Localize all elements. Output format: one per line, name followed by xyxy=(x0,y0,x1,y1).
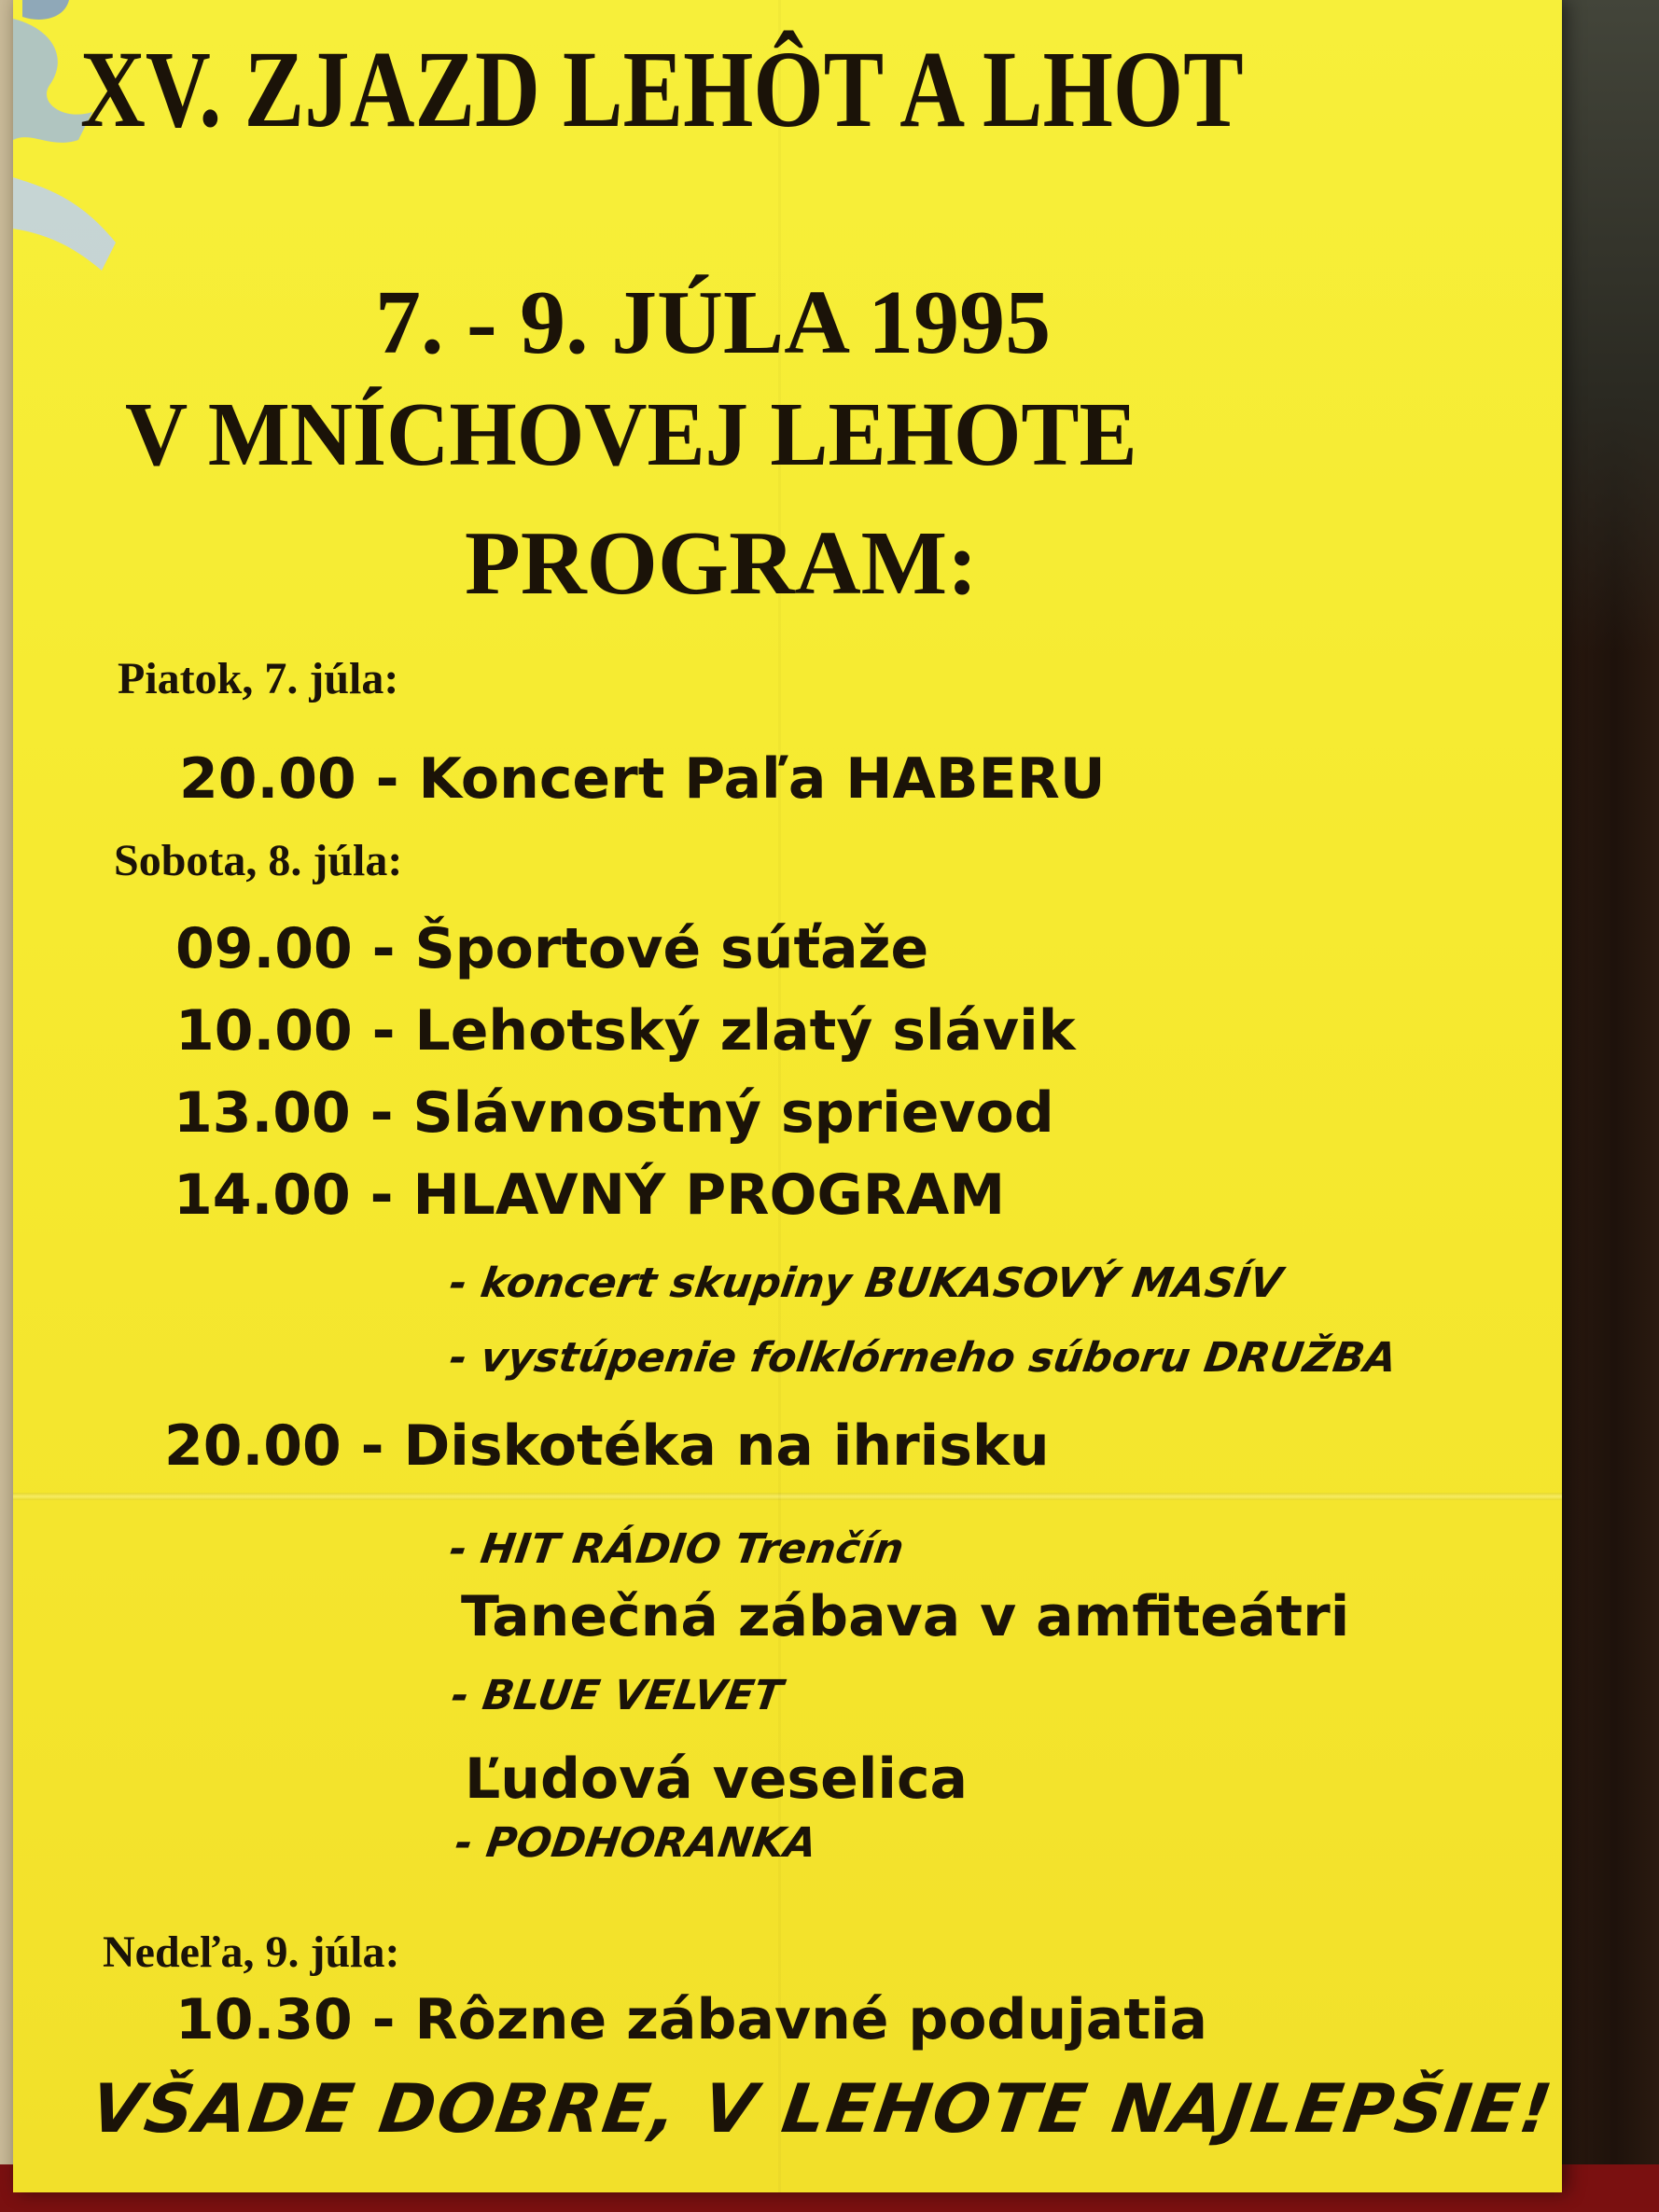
poster-title: XV. ZJAZD LEHÔT A LHOT xyxy=(80,28,1244,150)
poster-dates: 7. - 9. JÚLA 1995 xyxy=(375,272,1052,373)
event-line: 14.00 - HLAVNÝ PROGRAM xyxy=(174,1162,1006,1228)
event-line: Ľudová veselica xyxy=(465,1746,969,1812)
event-line: 09.00 - Športové súťaže xyxy=(175,916,929,981)
sub-event-line: - koncert skupiny BUKASOVÝ MASÍV xyxy=(446,1259,1286,1307)
day-label-friday: Piatok, 7. júla: xyxy=(118,654,399,703)
sub-event-line: - BLUE VELVET xyxy=(448,1672,786,1719)
poster xyxy=(13,0,1562,2192)
event-line: 10.00 - Lehotský zlatý slávik xyxy=(175,998,1076,1064)
day-label-sunday: Nedeľa, 9. júla: xyxy=(103,1927,400,1977)
day-label-saturday: Sobota, 8. júla: xyxy=(114,836,403,885)
sub-event-line: - vystúpenie folklórneho súboru DRUŽBA xyxy=(446,1334,1400,1382)
poster-slogan: VŠADE DOBRE, V LEHOTE NAJLEPŠIE! xyxy=(86,2069,1559,2148)
event-line: 20.00 - Diskotéka na ihrisku xyxy=(164,1413,1050,1479)
sub-event-line: - HIT RÁDIO Trenčín xyxy=(446,1525,907,1573)
event-line: 13.00 - Slávnostný sprievod xyxy=(174,1080,1054,1146)
curtain-right xyxy=(1549,0,1659,653)
program-heading: PROGRAM: xyxy=(465,513,978,614)
event-line: 20.00 - Koncert Paľa HABERU xyxy=(179,746,1106,812)
poster-place: V MNÍCHOVEJ LEHOTE xyxy=(125,384,1137,485)
event-line: 10.30 - Rôzne zábavné podujatia xyxy=(175,1987,1207,2052)
poster-fold-horizontal xyxy=(13,1493,1562,1500)
sub-event-line: - PODHORANKA xyxy=(452,1819,820,1867)
event-line: Tanečná zábava v amfiteátri xyxy=(461,1584,1350,1649)
